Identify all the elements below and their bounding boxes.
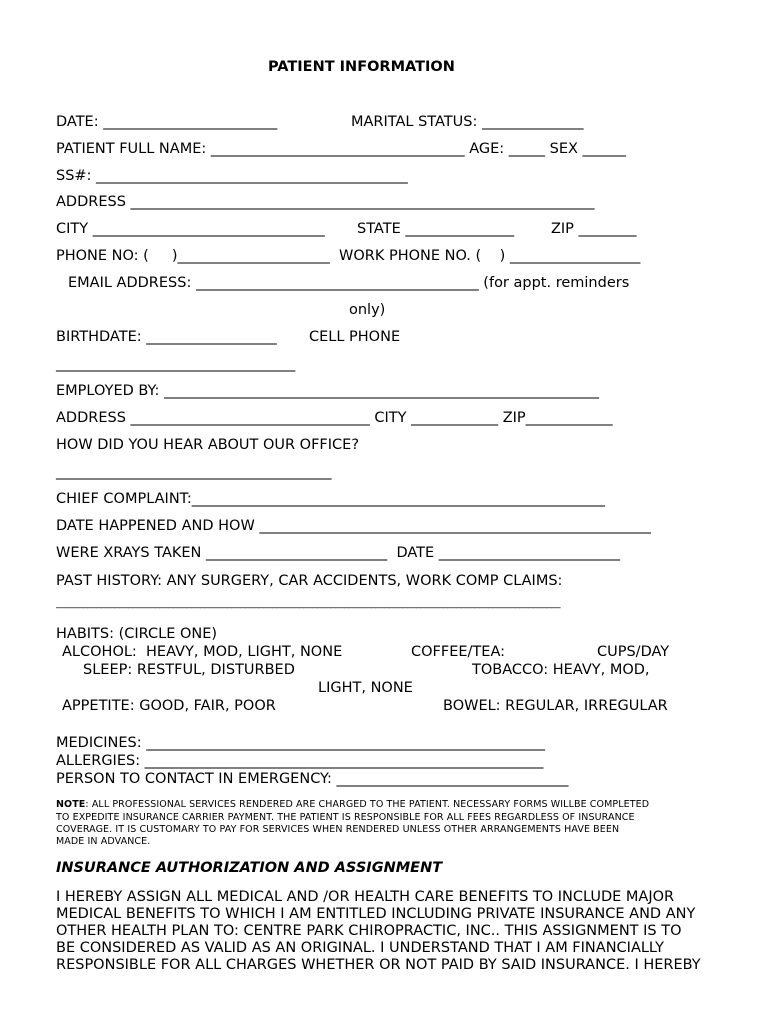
note-line-1 [56, 799, 649, 811]
bowel-options[interactable]: BOWEL: REGULAR, IRREGULAR [443, 698, 668, 714]
medicines-line[interactable]: MEDICINES: _______________________________________________________ [56, 735, 545, 751]
hear-about-blank[interactable]: ______________________________________ [56, 464, 332, 480]
chief-complaint-line[interactable]: CHIEF COMPLAINT:_________________________________________________________ [56, 491, 606, 507]
note-label: NOTE [56, 799, 86, 810]
coffee-tea-label: COFFEE/TEA: [411, 644, 505, 660]
habits-label: HABITS: (CIRCLE ONE) [56, 626, 218, 642]
note-line-2: TO EXPEDITE INSURANCE CARRIER PAYMENT. THE PATIENT IS RESPONSIBLE FOR ALL FEES REGARDLESS OF INSURANCE [56, 812, 635, 823]
note-line-4: MADE IN ADVANCE. [56, 836, 151, 847]
insurance-text-4: BE CONSIDERED AS VALID AS AN ORIGINAL. I UNDERSTAND THAT I AM FINANCIALLY [56, 940, 664, 956]
sleep-options[interactable]: SLEEP: RESTFUL, DISTURBED [83, 662, 295, 678]
address-line[interactable]: ADDRESS ________________________________________________________________ [56, 194, 595, 210]
employed-by-line[interactable]: EMPLOYED BY: ____________________________________________________________ [56, 383, 599, 399]
allergies-line[interactable]: ALLERGIES: _______________________________________________________ [56, 753, 544, 769]
note-line-3: COVERAGE. IT IS CUSTOMARY TO PAY FOR SERVICES WHEN RENDERED UNLESS OTHER ARRANGEMENTS HAVE BEEN [56, 824, 620, 835]
tobacco-options[interactable]: TOBACCO: HEAVY, MOD, [472, 662, 650, 678]
cups-per-day-label: CUPS/DAY [597, 644, 670, 660]
past-history-blank[interactable]: ________________________________________________________________________________________________________________ [56, 598, 560, 609]
email-line[interactable]: EMAIL ADDRESS: _______________________________________ (for appt. reminders [68, 275, 630, 291]
insurance-heading: INSURANCE AUTHORIZATION AND ASSIGNMENT [56, 860, 443, 876]
insurance-text-1: I HEREBY ASSIGN ALL MEDICAL AND /OR HEALTH CARE BENEFITS TO INCLUDE MAJOR [56, 889, 675, 905]
insurance-text-5: RESPONSIBLE FOR ALL CHARGES WHETHER OR NOT PAID BY SAID INSURANCE. I HEREBY [56, 957, 701, 973]
date-happened-line[interactable]: DATE HAPPENED AND HOW ______________________________________________________ [56, 518, 651, 534]
hear-about-question: HOW DID YOU HEAR ABOUT OUR OFFICE? [56, 437, 360, 453]
city-state-zip-line[interactable]: CITY ________________________________ STATE _______________ ZIP ________ [56, 221, 637, 237]
insurance-text-3: OTHER HEALTH PLAN TO: CENTRE PARK CHIROPRACTIC, INC.. THIS ASSIGNMENT IS TO [56, 923, 682, 939]
tobacco-options-cont[interactable]: LIGHT, NONE [318, 680, 413, 696]
alcohol-options[interactable]: ALCOHOL: HEAVY, MOD, LIGHT, NONE [62, 644, 343, 660]
name-age-sex-line[interactable]: PATIENT FULL NAME: ___________________________________ AGE: _____ SEX ______ [56, 141, 627, 157]
date-marital-line[interactable]: DATE: ________________________ MARITAL STATUS: ______________ [56, 114, 584, 130]
appetite-options[interactable]: APPETITE: GOOD, FAIR, POOR [62, 698, 276, 714]
insurance-text-2: MEDICAL BENEFITS TO WHICH I AM ENTITLED INCLUDING PRIVATE INSURANCE AND ANY [56, 906, 696, 922]
past-history-label: PAST HISTORY: ANY SURGERY, CAR ACCIDENTS, WORK COMP CLAIMS: [56, 573, 563, 589]
form-title: PATIENT INFORMATION [268, 59, 455, 75]
cell-phone-blank[interactable]: _________________________________ [56, 356, 296, 372]
birthdate-cell-line[interactable]: BIRTHDATE: __________________ CELL PHONE [56, 329, 401, 345]
employer-address-line[interactable]: ADDRESS _________________________________ CITY ____________ ZIP____________ [56, 410, 613, 426]
email-note-cont: only) [349, 302, 386, 318]
note-text-1: : ALL PROFESSIONAL SERVICES RENDERED ARE CHARGED TO THE PATIENT. NECESSARY FORMS WILLBE COMPLETED [85, 799, 650, 810]
xrays-line[interactable]: WERE XRAYS TAKEN _________________________ DATE _________________________ [56, 545, 621, 561]
phone-line[interactable]: PHONE NO: ( )_____________________ WORK PHONE NO. ( ) __________________ [56, 248, 641, 264]
emergency-contact-line[interactable]: PERSON TO CONTACT IN EMERGENCY: ________________________________ [56, 771, 569, 787]
ss-line[interactable]: SS#: ___________________________________________ [56, 168, 408, 184]
